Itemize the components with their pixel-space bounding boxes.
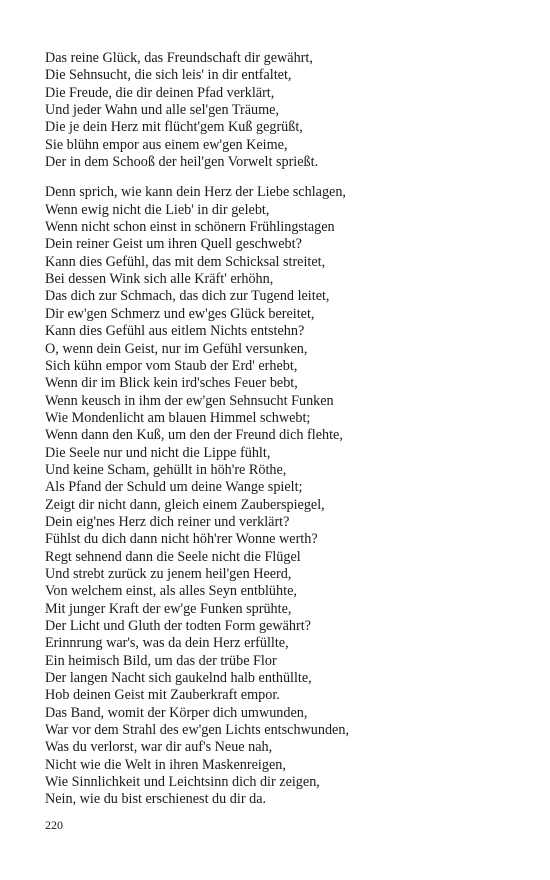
poem-line: Was du verlorst, war dir auf's Neue nah, [45, 739, 273, 756]
poem-line: Wenn nicht schon einst in schönern Frühlingstagen [45, 219, 335, 236]
poem-line: Der Licht und Gluth der todten Form gewährt? [45, 618, 311, 634]
poem-line: Hob deinen Geist mit Zauberkraft empor. [45, 687, 280, 704]
poem-line: Das reine Glück, das Freundschaft dir gewährt, [45, 50, 313, 66]
poem-line: Zeigt dir nicht dann, gleich einem Zauberspiegel, [45, 496, 325, 513]
poem-line: Dein reiner Geist um ihren Quell geschwebt? [45, 236, 302, 253]
poem-line: Sich kühn empor vom Staub der Erd' erhebt, [45, 357, 298, 374]
poem-line: Mit junger Kraft der ew'ge Funken sprühte, [45, 600, 292, 617]
stanza [45, 50, 525, 171]
poem-line: Das dich zur Schmach, das dich zur Tugend leitet, [45, 288, 330, 305]
poem-line: Bei dessen Wink sich alle Kräft' erhöhn, [45, 271, 274, 288]
poem-line: Dein eig'nes Herz dich reiner und verklärt? [45, 513, 290, 530]
poem-line: Kann dies Gefühl aus eitlem Nichts entstehn? [45, 323, 305, 340]
poem-line: Kann dies Gefühl, das mit dem Schicksal streitet, [45, 253, 326, 270]
poem-line: Nicht wie die Welt in ihren Maskenreigen, [45, 756, 286, 773]
poem-line: Der in dem Schooß der heil'gen Vorwelt sprießt. [45, 154, 319, 171]
poem-line: O, wenn dein Geist, nur im Gefühl versunken, [45, 340, 308, 357]
poem-line: War vor dem Strahl des ew'gen Lichts entschwunden, [45, 722, 349, 739]
poem-line: Die Freude, die dir deinen Pfad verklärt, [45, 84, 275, 101]
poem-line: Und strebt zurück zu jenem heil'gen Heerd, [45, 565, 292, 582]
poem-line: Wenn dann den Kuß, um den der Freund dich flehte, [45, 427, 343, 444]
poem-line: Und keine Scham, gehüllt in höh're Röthe, [45, 461, 287, 478]
poem-line: Denn sprich, wie kann dein Herz der Liebe schlagen, [45, 184, 346, 201]
poem-line: Wie Sinnlichkeit und Leichtsinn dich dir zeigen, [45, 774, 320, 791]
poem-line: Die je dein Herz mit flücht'gem Kuß gegrüßt, [45, 119, 303, 136]
poem [45, 50, 525, 809]
poem-line: Wenn dir im Blick kein ird'sches Feuer bebt, [45, 375, 298, 392]
poem-line: Regt sehnend dann die Seele nicht die Flügel [45, 548, 301, 565]
poem-line: Und jeder Wahn und alle sel'gen Träume, [45, 102, 280, 119]
poem-line: Erinnrung war's, was da dein Herz erfüllte, [45, 635, 289, 652]
poem-line: Der langen Nacht sich gaukelnd halb enthüllte, [45, 670, 312, 687]
poem-line: Wie Mondenlicht am blauen Himmel schwebt; [45, 409, 311, 426]
poem-line: Dir ew'gen Schmerz und ew'ges Glück bereitet, [45, 305, 315, 322]
poem-line: Als Pfand der Schuld um deine Wange spielt; [45, 479, 303, 496]
poem-line: Die Seele nur und nicht die Lippe fühlt, [45, 444, 271, 461]
poem-line: Nein, wie du bist erschienest du dir da. [45, 791, 267, 808]
poem-line: Fühlst du dich dann nicht höh'rer Wonne werth? [45, 531, 318, 548]
poem-line: Ein heimisch Bild, um das der trübe Flor [45, 652, 277, 669]
poem-line: Das Band, womit der Körper dich umwunden, [45, 704, 308, 721]
page-number: 220 [45, 818, 63, 832]
poem-line: Von welchem einst, als alles Seyn entblühte, [45, 583, 297, 600]
poem-line: Sie blühn empor aus einem ew'gen Keime, [45, 136, 288, 153]
poem-line: Die Sehnsucht, die sich leis' in dir entfaltet, [45, 67, 292, 84]
stanza [45, 184, 525, 808]
poem-line: Wenn keusch in ihm der ew'gen Sehnsucht Funken [45, 392, 334, 409]
poem-text-block [45, 50, 525, 809]
poem-line: Wenn ewig nicht die Lieb' in dir gelebt, [45, 201, 270, 218]
